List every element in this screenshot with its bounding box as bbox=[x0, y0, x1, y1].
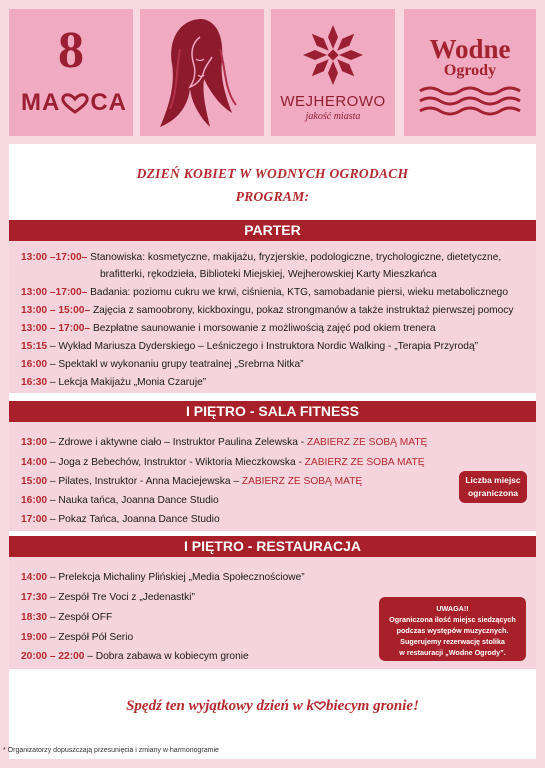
eight-numeral: 8 bbox=[58, 22, 84, 79]
schedule-row: 15:15 – Wykład Mariusza Dyderskiego – Leśniczego i Instruktora Nordic Walking - „Terapia Przyrodą” bbox=[21, 341, 479, 352]
heart-icon bbox=[61, 92, 89, 114]
program-panel bbox=[9, 144, 536, 759]
marca-left-text: MA bbox=[21, 89, 61, 116]
schedule-row: 13:00 –17:00– Badania: poziomu cukru we krwi, ciśnienia, KTG, samobadanie piersi, wieku metabolicznego bbox=[21, 287, 509, 298]
wejherowo-star-icon bbox=[271, 9, 395, 93]
wodne-ogrody-logo-tile bbox=[404, 9, 536, 136]
section-bar-restauracja: I PIĘTRO - RESTAURACJA bbox=[9, 536, 536, 557]
section-bar-fitness: I PIĘTRO - SALA FITNESS bbox=[9, 401, 536, 422]
schedule-row: 16:00 – Nauka tańca, Joanna Dance Studio bbox=[21, 495, 219, 506]
wejherowo-label: WEJHEROWO bbox=[280, 93, 386, 110]
marca-wordmark bbox=[21, 89, 127, 117]
schedule-row: 15:00 – Pilates, Instruktor - Anna Maciejewska – ZABIERZ ZE SOBĄ MATĘ bbox=[21, 476, 363, 487]
schedule-row: 13:00 – Zdrowe i aktywne ciało – Instruktor Paulina Zelewska - ZABIERZ ZE SOBĄ MATĘ bbox=[21, 437, 428, 448]
marca-right-text: CA bbox=[90, 89, 127, 116]
schedule-row: 13:00 – 17:00– Bezpłatne saunowanie i morsowanie z możliwością zajęć pod okiem trenera bbox=[21, 323, 436, 334]
schedule-row: 18:30 – Zespół OFF bbox=[21, 612, 113, 623]
event-title: DZIEŃ KOBIET W WODNYCH OGRODACH bbox=[136, 166, 409, 181]
schedule-row: 13:00 – 15:00– Zajęcia z samoobrony, kickboxingu, pokaz strongmanów a także instruktaż pierwszej pomocy bbox=[21, 305, 514, 316]
footnote: * Organizatorzy dopuszczają przesunięcia i zmiany w harmonogramie bbox=[3, 747, 219, 754]
schedule-row: 20:00 – 22:00 – Dobra zabawa w kobiecym gronie bbox=[21, 651, 249, 662]
wodne-title: Wodne bbox=[429, 34, 511, 64]
fitness-schedule-box bbox=[9, 422, 536, 531]
limited-places-badge: Liczba miejsc ograniczona bbox=[459, 471, 527, 503]
closing-slogan: Spędź ten wyjątkowy dzień w k biecym gronie! bbox=[126, 698, 419, 714]
schedule-row: 17:30 – Zespół Tre Voci z „Jedenastki” bbox=[21, 592, 195, 603]
march-8-logo-tile bbox=[9, 9, 133, 136]
ogrody-subtitle: Ogrody bbox=[443, 62, 497, 79]
parter-schedule-box bbox=[9, 241, 536, 393]
attention-notice-badge: UWAGA!! Ograniczona ilość miejsc siedzących podczas występów muzycznych. Sugerujemy rezerwację stolika w restauracji „Wodne Ogrody”. bbox=[379, 597, 526, 661]
schedule-row: 19:00 – Zespół Pół Serio bbox=[21, 632, 134, 643]
section-bar-parter: PARTER bbox=[9, 220, 536, 241]
schedule-row: 16:00 – Spektakl w wykonaniu grupy teatralnej „Srebrna Nitka” bbox=[21, 359, 304, 370]
schedule-row: brafitterki, rękodzieła, Biblioteki Miejskiej, Wejherowskiej Karty Mieszkańca bbox=[100, 269, 437, 280]
wejherowo-logo-tile bbox=[271, 9, 395, 136]
woman-silhouette-icon bbox=[140, 9, 264, 136]
woman-silhouette-tile bbox=[140, 9, 264, 136]
schedule-row: 16:30 – Lekcja Makijażu „Monia Czaruje” bbox=[21, 377, 207, 388]
heart-icon bbox=[314, 700, 326, 711]
wejherowo-tagline: jakość miasta bbox=[305, 111, 361, 122]
schedule-row: 13:00 –17:00– Stanowiska: kosmetyczne, makijażu, fryzjerskie, podologiczne, trychologiczne, dietetyczne, bbox=[21, 252, 502, 263]
restauracja-schedule-box bbox=[9, 557, 536, 669]
program-heading: PROGRAM: bbox=[235, 189, 310, 204]
schedule-row: 14:00 – Prelekcja Michaliny Plińskiej „Media Społecznościowe” bbox=[21, 572, 305, 583]
schedule-row: 14:00 – Joga z Bebechów, Instruktor - Wiktoria Mieczkowska - ZABIERZ ZE SOBA MATĘ bbox=[21, 457, 425, 468]
schedule-row: 17:00 – Pokaz Tańca, Joanna Dance Studio bbox=[21, 514, 220, 525]
waves-icon bbox=[404, 85, 536, 125]
